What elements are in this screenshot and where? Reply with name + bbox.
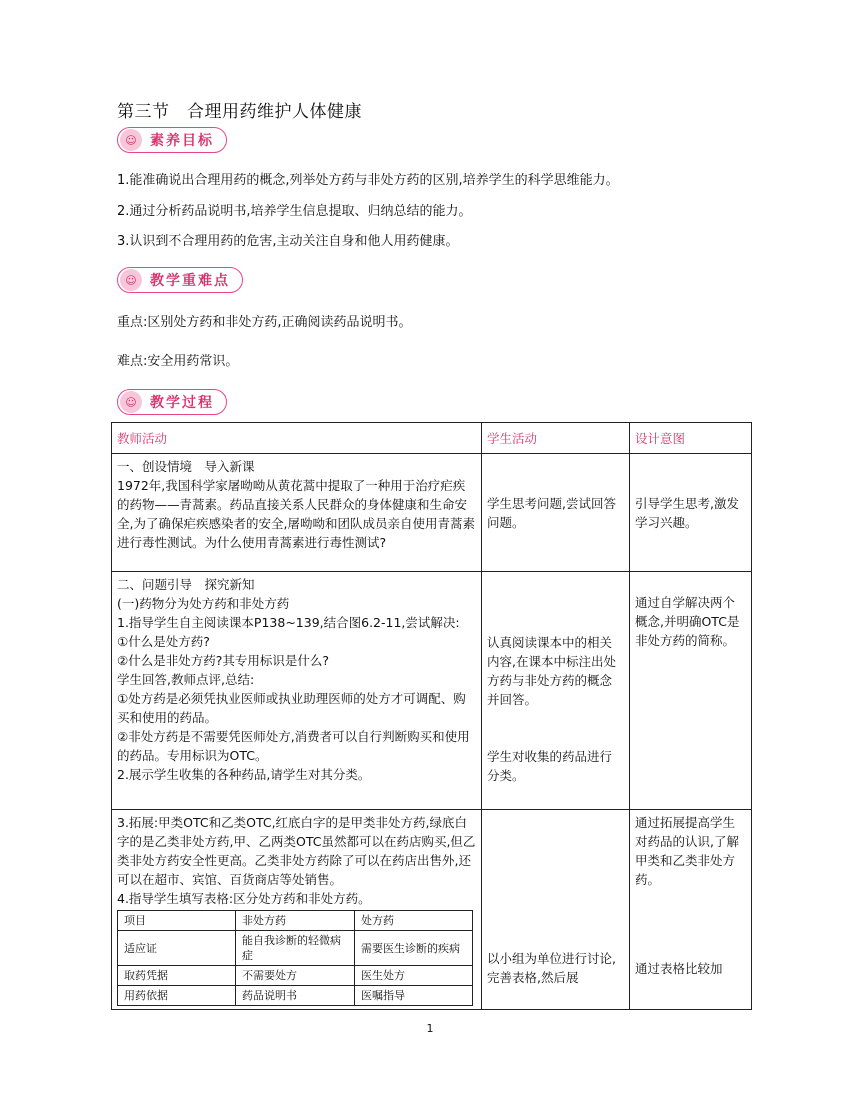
- cell: 非处方药: [236, 911, 355, 931]
- badge-process: [117, 389, 227, 415]
- intent-cell: 引导学生思考,激发学习兴趣。: [630, 454, 752, 572]
- row2-line: ②什么是非处方药?其专用标识是什么?: [117, 653, 329, 668]
- row2-student-1: 认真阅读课本中的相关内容,在课本中标注出处方药与非处方药的概念并回答。: [487, 635, 616, 707]
- row1-text: 1972年,我国科学家屠呦呦从黄花蒿中提取了一种用于治疗疟疾的药物——青蒿素。药品直接关系人民群众的身体健康和生命安全,为了确保疟疾感染者的安全,屠呦呦和团队成员亲自使用青蒿素进行毒性测试。为什么使用青蒿素进行毒性测试?: [117, 478, 475, 550]
- cell: 药品说明书: [236, 986, 355, 1006]
- student-cell: [482, 572, 630, 810]
- row3-text-1: 3.拓展:甲类OTC和乙类OTC,红底白字的是甲类非处方药,绿底白字的是乙类非处方药,甲、乙两类OTC虽然都可以在药店购买,但乙类非处方药安全性更高。乙类非处方药除了可以在药店出售外,还可以在超市、宾馆、百货商店等处销售。: [117, 815, 476, 887]
- row2-intent: 通过自学解决两个概念,并明确OTC是非处方药的简称。: [635, 595, 740, 648]
- goal-1: 1.能准确说出合理用药的概念,列举处方药与非处方药的区别,培养学生的科学思维能力。: [117, 173, 619, 188]
- page-number: 1: [426, 1022, 434, 1035]
- row2-student-2: 学生对收集的药品进行分类。: [487, 749, 613, 783]
- row2-line: 二、问题引导 探究新知: [117, 577, 255, 592]
- cell: 能自我诊断的轻微病症: [236, 931, 355, 966]
- badge-keypoints: [117, 267, 243, 293]
- student-cell: 学生思考问题,尝试回答问题。: [482, 454, 630, 572]
- header-intent: 设计意图: [630, 423, 752, 454]
- row2-line: (一)药物分为处方药和非处方药: [117, 596, 290, 611]
- cell: 医嘱指导: [355, 986, 473, 1006]
- table-row: [118, 911, 473, 931]
- row2-line: ①什么是处方药?: [117, 634, 210, 649]
- row2-line: 学生回答,教师点评,总结:: [117, 672, 255, 687]
- row3-student: 以小组为单位进行讨论,完善表格,然后展: [487, 951, 616, 985]
- table-row: [118, 986, 473, 1006]
- intent-cell: [630, 572, 752, 810]
- seal-icon: ☺: [120, 269, 142, 291]
- key-point: 重点:区别处方药和非处方药,正确阅读药品说明书。: [117, 315, 412, 330]
- table-row: [112, 572, 752, 810]
- table-header-row: [112, 423, 752, 454]
- row3-intent-1: 通过拓展提高学生对药品的认识,了解甲类和乙类非处方药。: [635, 815, 739, 887]
- cell: 处方药: [355, 911, 473, 931]
- teacher-cell: [112, 810, 482, 1010]
- badge-goals: [117, 127, 227, 153]
- table-row: [118, 966, 473, 986]
- table-row: [112, 810, 752, 1010]
- row2-line: ①处方药是必须凭执业医师或执业助理医师的处方才可调配、购买和使用的药品。: [117, 691, 466, 725]
- cell: 需要医生诊断的疾病: [355, 931, 473, 966]
- badge-goals-label: 素养目标: [150, 133, 214, 149]
- goal-2: 2.通过分析药品说明书,培养学生信息提取、归纳总结的能力。: [117, 204, 472, 219]
- row2-line: 2.展示学生收集的各种药品,请学生对其分类。: [117, 767, 371, 782]
- cell: 取药凭据: [118, 966, 236, 986]
- goal-3: 3.认识到不合理用药的危害,主动关注自身和他人用药健康。: [117, 234, 459, 249]
- row1-heading: 一、创设情境 导入新课: [117, 459, 255, 474]
- intent-cell: [630, 810, 752, 1010]
- cell: 项目: [118, 911, 236, 931]
- student-cell: [482, 810, 630, 1010]
- cell: 用药依据: [118, 986, 236, 1006]
- row3-intent-2: 通过表格比较加: [635, 961, 723, 976]
- cell: 医生处方: [355, 966, 473, 986]
- seal-icon: ☺: [120, 129, 142, 151]
- teacher-cell: [112, 454, 482, 572]
- badge-process-label: 教学过程: [150, 395, 214, 411]
- row2-line: 1.指导学生自主阅读课本P138~139,结合图6.2-11,尝试解决:: [117, 615, 460, 630]
- header-teacher: 教师活动: [112, 423, 482, 454]
- difficult-point: 难点:安全用药常识。: [117, 354, 239, 369]
- comparison-table: [117, 910, 473, 1006]
- teaching-process-table: [111, 422, 752, 1010]
- table-row: [112, 454, 752, 572]
- table-row: [118, 931, 473, 966]
- row3-text-2: 4.指导学生填写表格:区分处方药和非处方药。: [117, 891, 371, 906]
- badge-keypoints-label: 教学重难点: [150, 273, 230, 289]
- cell: 不需要处方: [236, 966, 355, 986]
- page-title: 第三节 合理用药维护人体健康: [117, 102, 362, 122]
- seal-icon: ☺: [120, 391, 142, 413]
- header-student: 学生活动: [482, 423, 630, 454]
- row2-line: ②非处方药是不需要凭医师处方,消费者可以自行判断购买和使用的药品。专用标识为OTC。: [117, 729, 470, 763]
- cell: 适应证: [118, 931, 236, 966]
- teacher-cell: [112, 572, 482, 810]
